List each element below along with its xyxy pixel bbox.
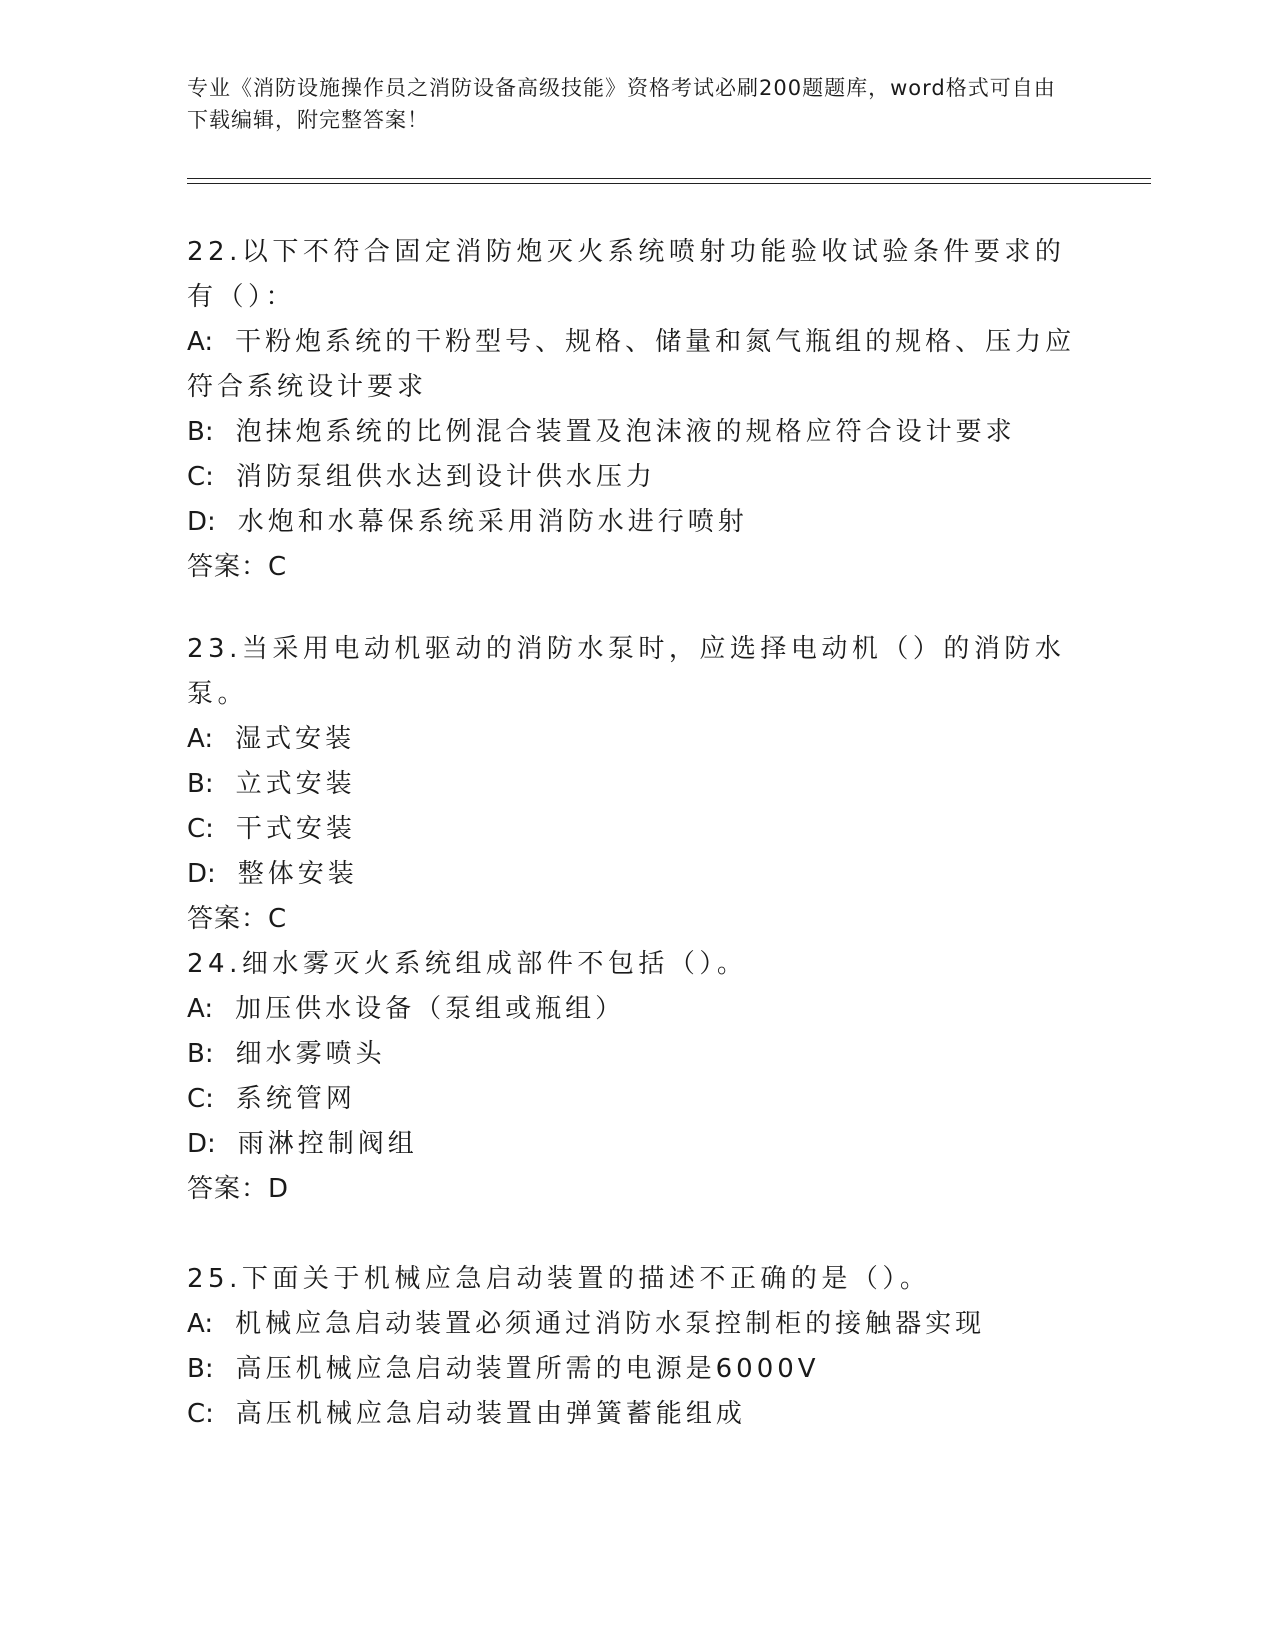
- question-24: [187, 942, 1087, 1212]
- option-label: B:: [187, 417, 214, 447]
- option-label: B:: [187, 769, 214, 799]
- answer-line: 答案：D: [187, 1174, 290, 1204]
- option-label: A:: [187, 327, 214, 357]
- option-text: 机械应急启动装置必须通过消防水泵控制柜的接触器实现: [235, 1309, 986, 1339]
- question-text: 24.细水雾灭火系统组成部件不包括（）。: [187, 949, 748, 979]
- option-label: B:: [187, 1354, 214, 1384]
- header-divider-top: [187, 178, 1151, 179]
- option-d: [187, 852, 1087, 897]
- option-label: C:: [187, 814, 214, 844]
- option-b: [187, 1347, 1087, 1392]
- option-label: C:: [187, 1084, 214, 1114]
- option-text: 高压机械应急启动装置所需的电源是6000V: [235, 1354, 820, 1384]
- question-22: [187, 230, 1087, 590]
- option-text: 雨淋控制阀组: [237, 1129, 418, 1159]
- option-label: A:: [187, 994, 214, 1024]
- option-text: 整体安装: [237, 859, 358, 889]
- option-text: 立式安装: [235, 769, 356, 799]
- question-23: [187, 627, 1087, 942]
- option-text: 干粉炮系统的干粉型号、规格、储量和氮气瓶组的规格、压力应符合系统设计要求: [187, 327, 1076, 402]
- option-label: C:: [187, 1399, 214, 1429]
- option-c: [187, 807, 1087, 852]
- question-25: [187, 1257, 1087, 1437]
- option-label: A:: [187, 724, 214, 754]
- option-d: [187, 1122, 1087, 1167]
- option-a: [187, 987, 1087, 1032]
- option-label: D:: [187, 859, 216, 889]
- option-b: [187, 1032, 1087, 1077]
- option-label: B:: [187, 1039, 214, 1069]
- option-text: 湿式安装: [235, 724, 356, 754]
- option-text: 干式安装: [235, 814, 356, 844]
- option-c: [187, 1077, 1087, 1122]
- option-text: 消防泵组供水达到设计供水压力: [235, 462, 656, 492]
- option-c: [187, 455, 1087, 500]
- option-text: 加压供水设备（泵组或瓶组）: [235, 994, 626, 1024]
- option-a: [187, 1302, 1087, 1347]
- option-text: 细水雾喷头: [235, 1039, 386, 1069]
- answer-line: 答案：C: [187, 552, 288, 582]
- option-label: A:: [187, 1309, 214, 1339]
- answer-line: 答案：C: [187, 904, 288, 934]
- option-text: 系统管网: [235, 1084, 356, 1114]
- question-text: 22.以下不符合固定消防炮灭火系统喷射功能验收试验条件要求的有（）：: [187, 237, 1066, 312]
- option-label: D:: [187, 507, 216, 537]
- option-b: [187, 410, 1087, 455]
- option-text: 泡抹炮系统的比例混合装置及泡沫液的规格应符合设计要求: [235, 417, 1016, 447]
- option-a: [187, 320, 1087, 410]
- document-intro: 专业《消防设施操作员之消防设备高级技能》资格考试必刷200题题库，word格式可自由下载编辑，附完整答案！: [187, 76, 1056, 132]
- option-label: C:: [187, 462, 214, 492]
- option-c: [187, 1392, 1087, 1437]
- option-b: [187, 762, 1087, 807]
- option-text: 高压机械应急启动装置由弹簧蓄能组成: [235, 1399, 746, 1429]
- option-d: [187, 500, 1087, 545]
- option-text: 水炮和水幕保系统采用消防水进行喷射: [237, 507, 748, 537]
- option-label: D:: [187, 1129, 216, 1159]
- header-divider-bottom: [187, 183, 1151, 184]
- question-text: 23.当采用电动机驱动的消防水泵时，应选择电动机（）的消防水泵。: [187, 634, 1066, 709]
- option-a: [187, 717, 1087, 762]
- question-text: 25.下面关于机械应急启动装置的描述不正确的是（）。: [187, 1264, 931, 1294]
